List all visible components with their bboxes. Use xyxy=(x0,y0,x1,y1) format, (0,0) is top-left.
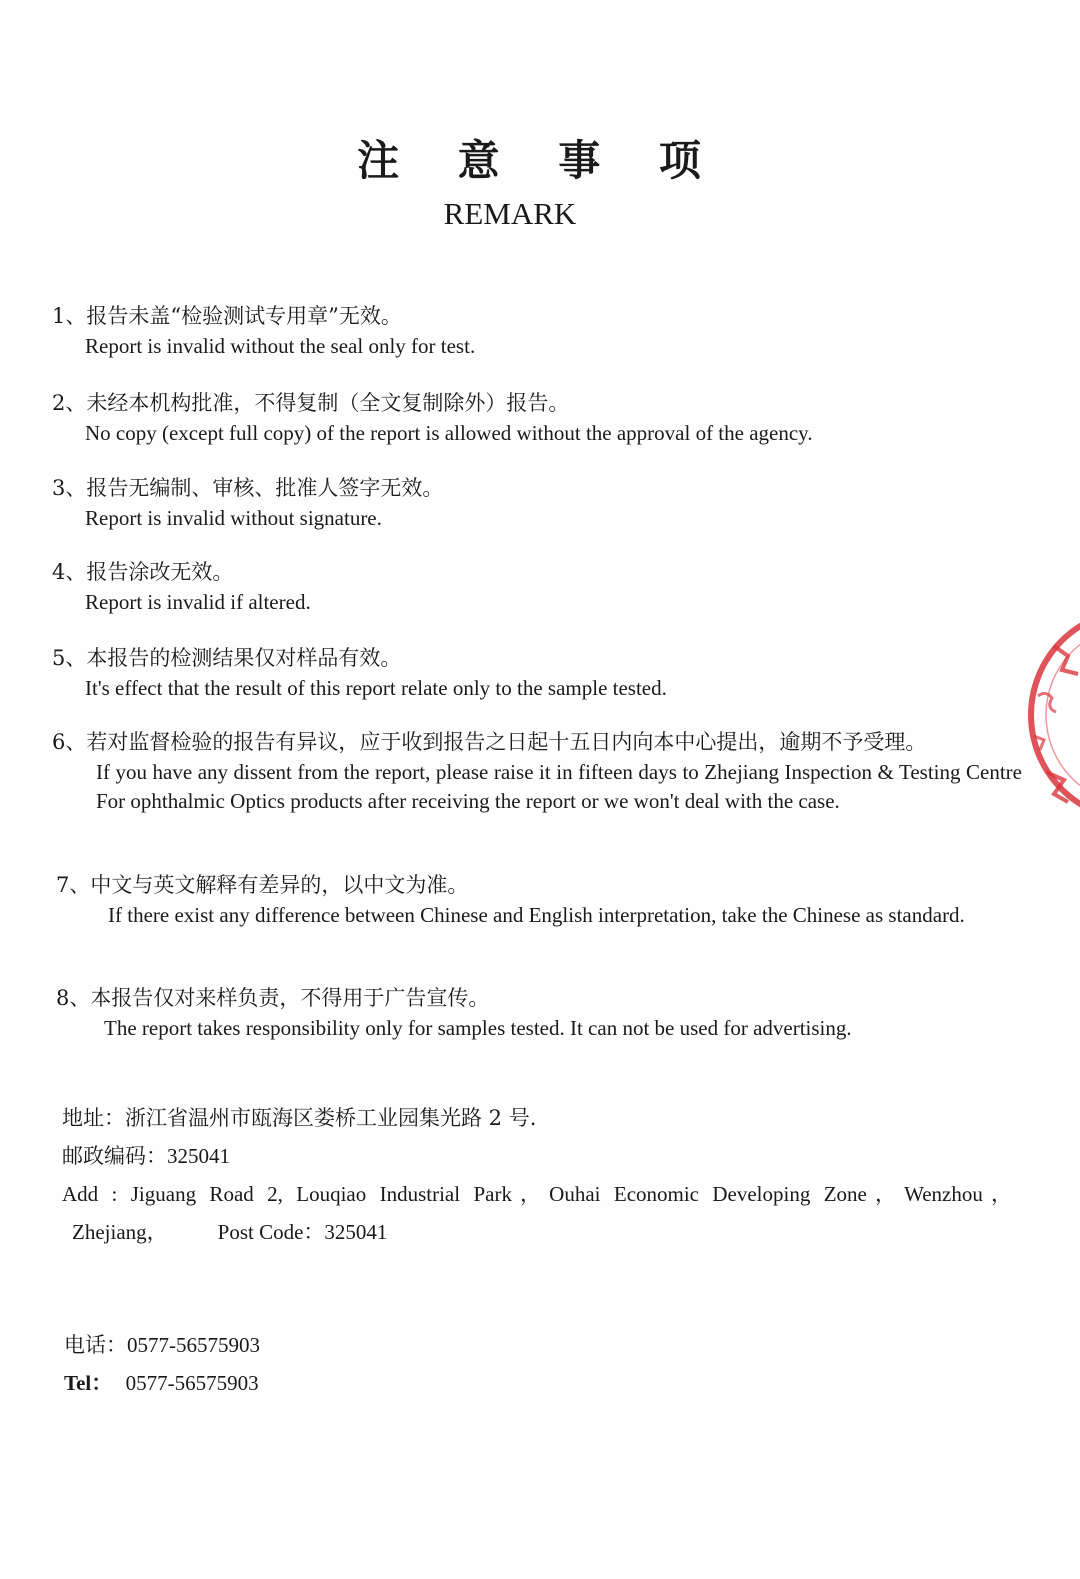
address-en-province: Zhejiang， xyxy=(72,1220,168,1244)
tel-label: Tel： xyxy=(64,1371,113,1395)
address-block xyxy=(62,1099,1012,1251)
remark-item-en: The report takes responsibility only for samples tested. It can not be used for advertising. xyxy=(104,1016,852,1040)
remark-item-en: Report is invalid if altered. xyxy=(85,590,311,614)
remark-item-8 xyxy=(56,982,1026,1043)
phone-cn-number: 0577-56575903 xyxy=(127,1333,260,1357)
contact-block xyxy=(64,1326,260,1402)
remark-item-en: Report is invalid without the seal only for test. xyxy=(85,334,476,358)
remark-item-5 xyxy=(52,642,1022,703)
remark-item-en: No copy (except full copy) of the report is allowed without the approval of the agency. xyxy=(85,421,813,445)
remark-item-en: Report is invalid without signature. xyxy=(85,506,382,530)
page-title-english: REMARK xyxy=(443,196,577,231)
remark-item-cn: 5、本报告的检测结果仅对样品有效。 xyxy=(52,646,402,670)
tel-row xyxy=(64,1364,260,1402)
remark-item-cn: 2、未经本机构批准，不得复制（全文复制除外）报告。 xyxy=(52,391,570,415)
remark-item-1 xyxy=(52,300,1022,361)
address-cn: 地址：浙江省温州市瓯海区娄桥工业园集光路 2 号. xyxy=(62,1106,537,1130)
remark-item-cn: 7、中文与英文解释有差异的，以中文为准。 xyxy=(56,873,469,897)
phone-cn-label: 电话： xyxy=(64,1333,127,1357)
remark-item-cn: 1、报告未盖“检验测试专用章”无效。 xyxy=(52,304,402,328)
remark-item-6 xyxy=(52,726,1022,816)
remark-item-cn: 8、本报告仅对来样负责，不得用于广告宣传。 xyxy=(56,986,490,1010)
remark-item-en: If you have any dissent from the report, please raise it in fifteen days to Zhejiang Inspection & Testing Centre For ophthalmic Optics products after receiving the report or we won't deal with the case. xyxy=(96,760,1022,813)
remark-item-en: If there exist any difference between Chinese and English interpretation, take the Chinese as standard. xyxy=(108,903,965,927)
remark-item-2 xyxy=(52,387,1022,448)
address-en-line1: Add : Jiguang Road 2, Louqiao Industrial Park，Ouhai Economic Developing Zone，Wenzhou， xyxy=(62,1182,1012,1206)
remark-item-cn: 6、若对监督检验的报告有异议，应于收到报告之日起十五日内向本中心提出，逾期不予受理。 xyxy=(52,730,927,754)
address-en-line2 xyxy=(62,1213,1012,1251)
remark-item-cn: 3、报告无编制、审核、批准人签字无效。 xyxy=(52,476,444,500)
remark-item-4 xyxy=(52,556,1022,617)
remark-item-7 xyxy=(56,869,1022,930)
remark-item-cn: 4、报告涂改无效。 xyxy=(52,560,234,584)
remark-item-3 xyxy=(52,472,1022,533)
red-seal-stamp-icon xyxy=(1024,606,1080,824)
tel-number: 0577-56575903 xyxy=(125,1371,259,1395)
remark-item-en: It's effect that the result of this report relate only to the sample tested. xyxy=(85,676,667,700)
address-en-postcode: Post Code：325041 xyxy=(217,1220,388,1244)
page-title-chinese: 注 意 事 项 xyxy=(357,136,723,185)
phone-cn-row xyxy=(64,1326,260,1364)
postcode-cn: 邮政编码：325041 xyxy=(62,1144,230,1168)
